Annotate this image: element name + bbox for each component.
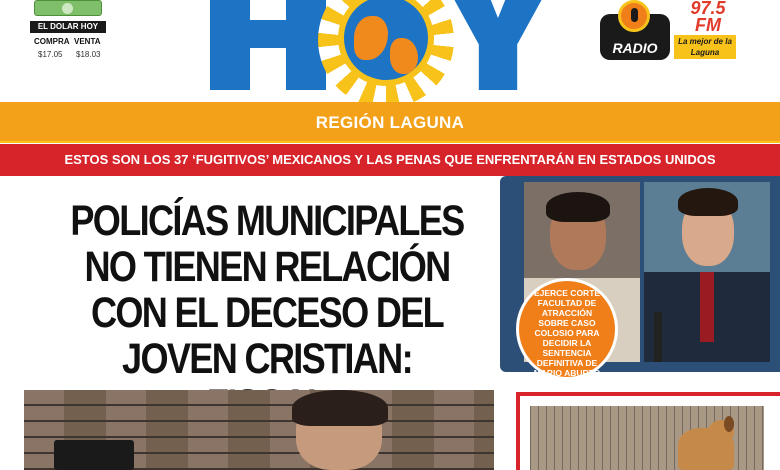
masthead [0, 0, 780, 104]
divider [0, 141, 780, 143]
side-story-text[interactable]: EJERCE CORTE FACULTAD DE ATRACCIÓN SOBRE CASO COLOSIO PARA DECIDIR LA SENTENCIA DEFINITIVA DE MARIO ABURTO [533, 288, 601, 378]
person-hair [546, 192, 610, 222]
top-headline[interactable]: ESTOS SON LOS 37 ‘FUGITIVOS’ MEXICANOS Y LAS PENAS QUE ENFRENTARÁN EN ESTADOS UNIDOS [64, 152, 716, 167]
radio-logo[interactable] [600, 0, 740, 62]
dollar-buy-label: COMPRA [34, 37, 70, 46]
dollar-title: EL DOLAR HOY [30, 21, 106, 33]
dollar-buy-value: $17.05 [38, 50, 63, 59]
radio-slogan: La mejor de la Laguna [674, 35, 736, 59]
dollar-widget [30, 0, 110, 62]
globe-land [354, 16, 388, 60]
dog-story-photo[interactable] [530, 406, 764, 470]
side-story-photo-right[interactable] [644, 182, 770, 362]
person-tie [700, 272, 714, 342]
microphone-icon [618, 0, 650, 32]
microphone-stand [654, 312, 662, 362]
logo-letter-y[interactable] [438, 0, 558, 90]
main-headline[interactable]: POLICÍAS MUNICIPALES NO TIENEN RELACIÓN CON EL DECESO DEL JOVEN CRISTIAN: [70, 197, 464, 383]
globe-land [390, 38, 418, 74]
dog-ear [724, 416, 734, 432]
banknote-icon [34, 0, 102, 16]
radio-label: RADIO [612, 40, 658, 56]
radio-frequency: 97.5 FM [690, 0, 726, 35]
person-hair [678, 188, 738, 216]
region-title: REGIÓN LAGUNA [315, 113, 465, 132]
person-hair [292, 390, 388, 426]
logo-letter-h[interactable] [210, 0, 326, 90]
dollar-sell-label: VENTA [74, 37, 101, 46]
camera-icon [54, 440, 134, 470]
main-story-photo[interactable] [24, 390, 494, 470]
dollar-sell-value: $18.03 [76, 50, 101, 59]
